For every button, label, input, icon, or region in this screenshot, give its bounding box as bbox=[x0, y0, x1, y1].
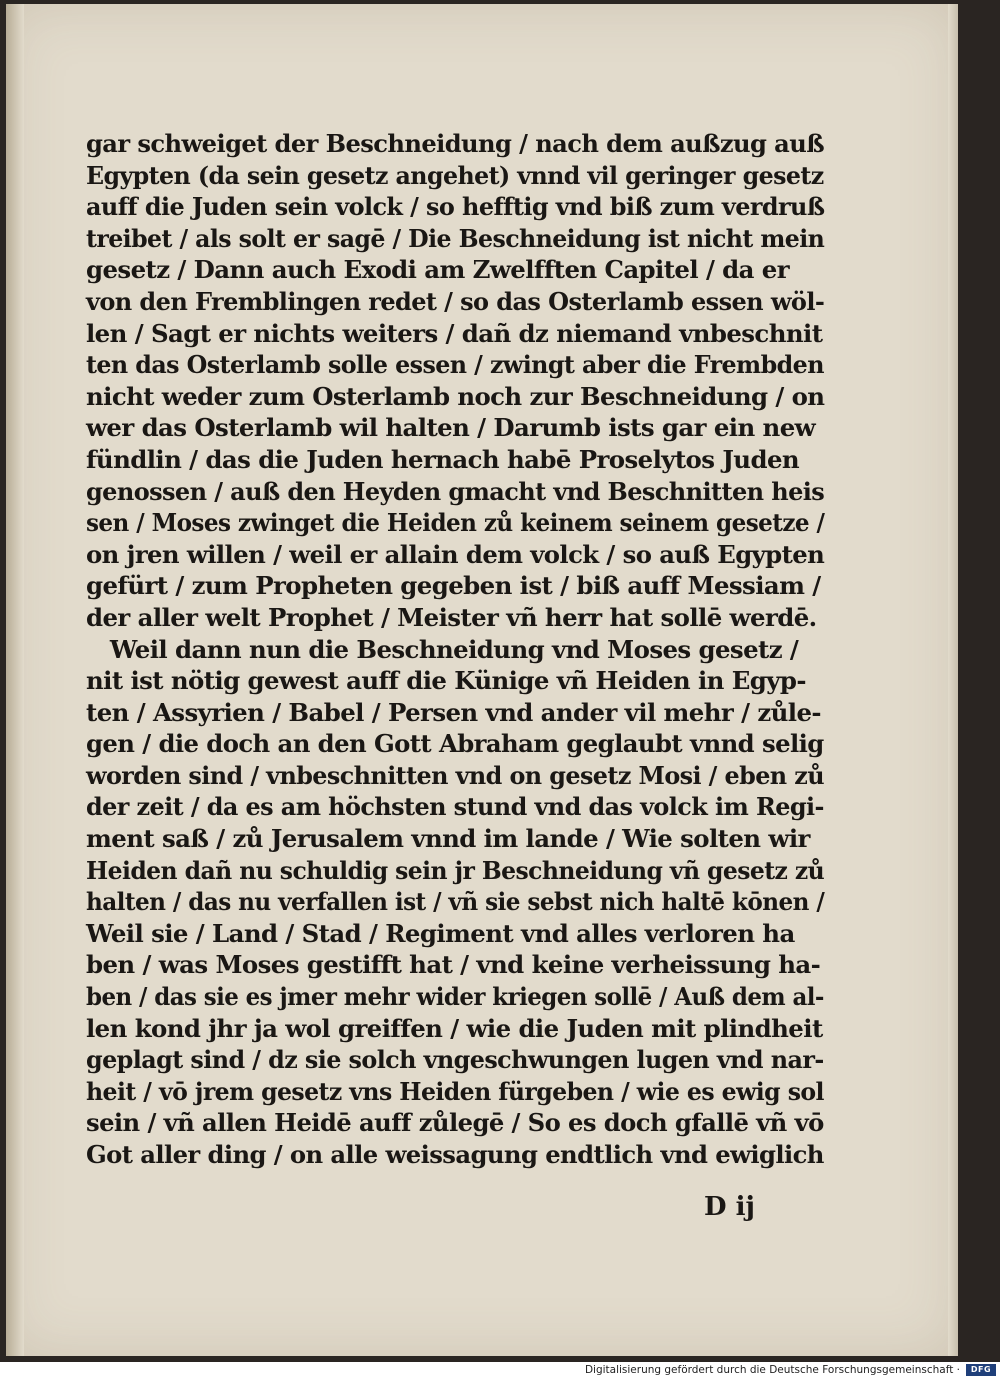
page-edge-shadow bbox=[948, 4, 958, 1356]
page-gutter-shadow bbox=[6, 4, 24, 1356]
text-line: auff die Juden sein volck / so hefftig vnd biß zum verdruß bbox=[86, 192, 825, 222]
text-line: gar schweiget der Beschneidung / nach dem außzug auß bbox=[86, 129, 824, 158]
text-line: sein / vñ allen Heidē auff zůlegē / So es doch gfallē vñ vō bbox=[86, 1108, 824, 1138]
text-line: Egypten (da sein gesetz angehet) vnnd vil geringer gesetz bbox=[86, 160, 824, 190]
text-line: gesetz / Dann auch Exodi am Zwelfften Capitel / da er bbox=[86, 255, 790, 285]
text-line: worden sind / vnbeschnitten vnd on gesetz Mosi / eben zů bbox=[86, 760, 825, 790]
text-line: ten das Osterlamb solle essen / zwingt aber die Frembden bbox=[86, 350, 824, 380]
text-line: wer das Osterlamb wil halten / Darumb ists gar ein new bbox=[86, 413, 816, 443]
text-line: gefürt / zum Propheten gegeben ist / biß auff Messiam / bbox=[86, 571, 821, 601]
text-line: Got aller ding / on alle weissagung endtlich vnd ewiglich bbox=[86, 1140, 824, 1169]
text-line: gen / die doch an den Gott Abraham geglaubt vnnd selig bbox=[86, 729, 824, 759]
text-line: genossen / auß den Heyden gmacht vnd Beschnitten heis bbox=[86, 476, 825, 506]
signature-mark: D ij bbox=[704, 1192, 755, 1222]
text-line: len kond jhr ja wol greiffen / wie die Juden mit plindheit bbox=[86, 1013, 823, 1043]
text-line: len / Sagt er nichts weiters / dañ dz niemand vnbeschnit bbox=[86, 318, 823, 348]
text-line: der zeit / da es am höchsten stund vnd das volck im Regi- bbox=[86, 792, 824, 822]
text-line: Heiden dañ nu schuldig sein jr Beschneidung vñ gesetz zů bbox=[86, 855, 825, 885]
text-line: nicht weder zum Osterlamb noch zur Beschneidung / on bbox=[86, 381, 825, 411]
text-line: ben / das sie es jmer mehr wider kriegen sollē / Auß dem al- bbox=[86, 982, 824, 1012]
dfg-logo-text: DFG bbox=[970, 1365, 992, 1374]
text-line: von den Fremblingen redet / so das Osterlamb essen wöl- bbox=[86, 286, 825, 316]
text-line: ben / was Moses gestifft hat / vnd keine verheissung ha- bbox=[86, 950, 821, 980]
text-line: heit / vō jrem gesetz vns Heiden fürgeben / wie es ewig sol bbox=[86, 1076, 824, 1106]
text-line: fündlin / das die Juden hernach habē Proselytos Juden bbox=[86, 444, 800, 474]
text-line: sen / Moses zwinget die Heiden zů keinem seinem gesetze / bbox=[86, 508, 825, 538]
dfg-logo bbox=[966, 1364, 996, 1376]
text-line: treibet / als solt er sagē / Die Beschneidung ist nicht mein bbox=[86, 223, 825, 253]
footer-credit: Digitalisierung gefördert durch die Deutsche Forschungsgemeinschaft · bbox=[584, 1364, 960, 1376]
text-line: Weil dann nun die Beschneidung vnd Moses gesetz / bbox=[109, 634, 799, 664]
text-line: nit ist nötig gewest auff die Künige vñ Heiden in Egyp- bbox=[86, 666, 806, 696]
text-line: ten / Assyrien / Babel / Persen vnd ander vil mehr / zůle- bbox=[86, 697, 821, 727]
text-line: halten / das nu verfallen ist / vñ sie sebst nich haltē kōnen / bbox=[86, 887, 825, 917]
page-text-block bbox=[86, 128, 826, 1171]
text-line: Weil sie / Land / Stad / Regiment vnd alles verloren ha bbox=[86, 918, 795, 948]
text-line: der aller welt Prophet / Meister vñ herr hat sollē werdē. bbox=[86, 602, 817, 632]
text-line: ment saß / zů Jerusalem vnnd im lande / Wie solten wir bbox=[86, 824, 810, 854]
text-line: on jren willen / weil er allain dem volck / so auß Egypten bbox=[86, 539, 825, 569]
text-line: geplagt sind / dz sie solch vngeschwungen lugen vnd nar- bbox=[86, 1045, 824, 1075]
